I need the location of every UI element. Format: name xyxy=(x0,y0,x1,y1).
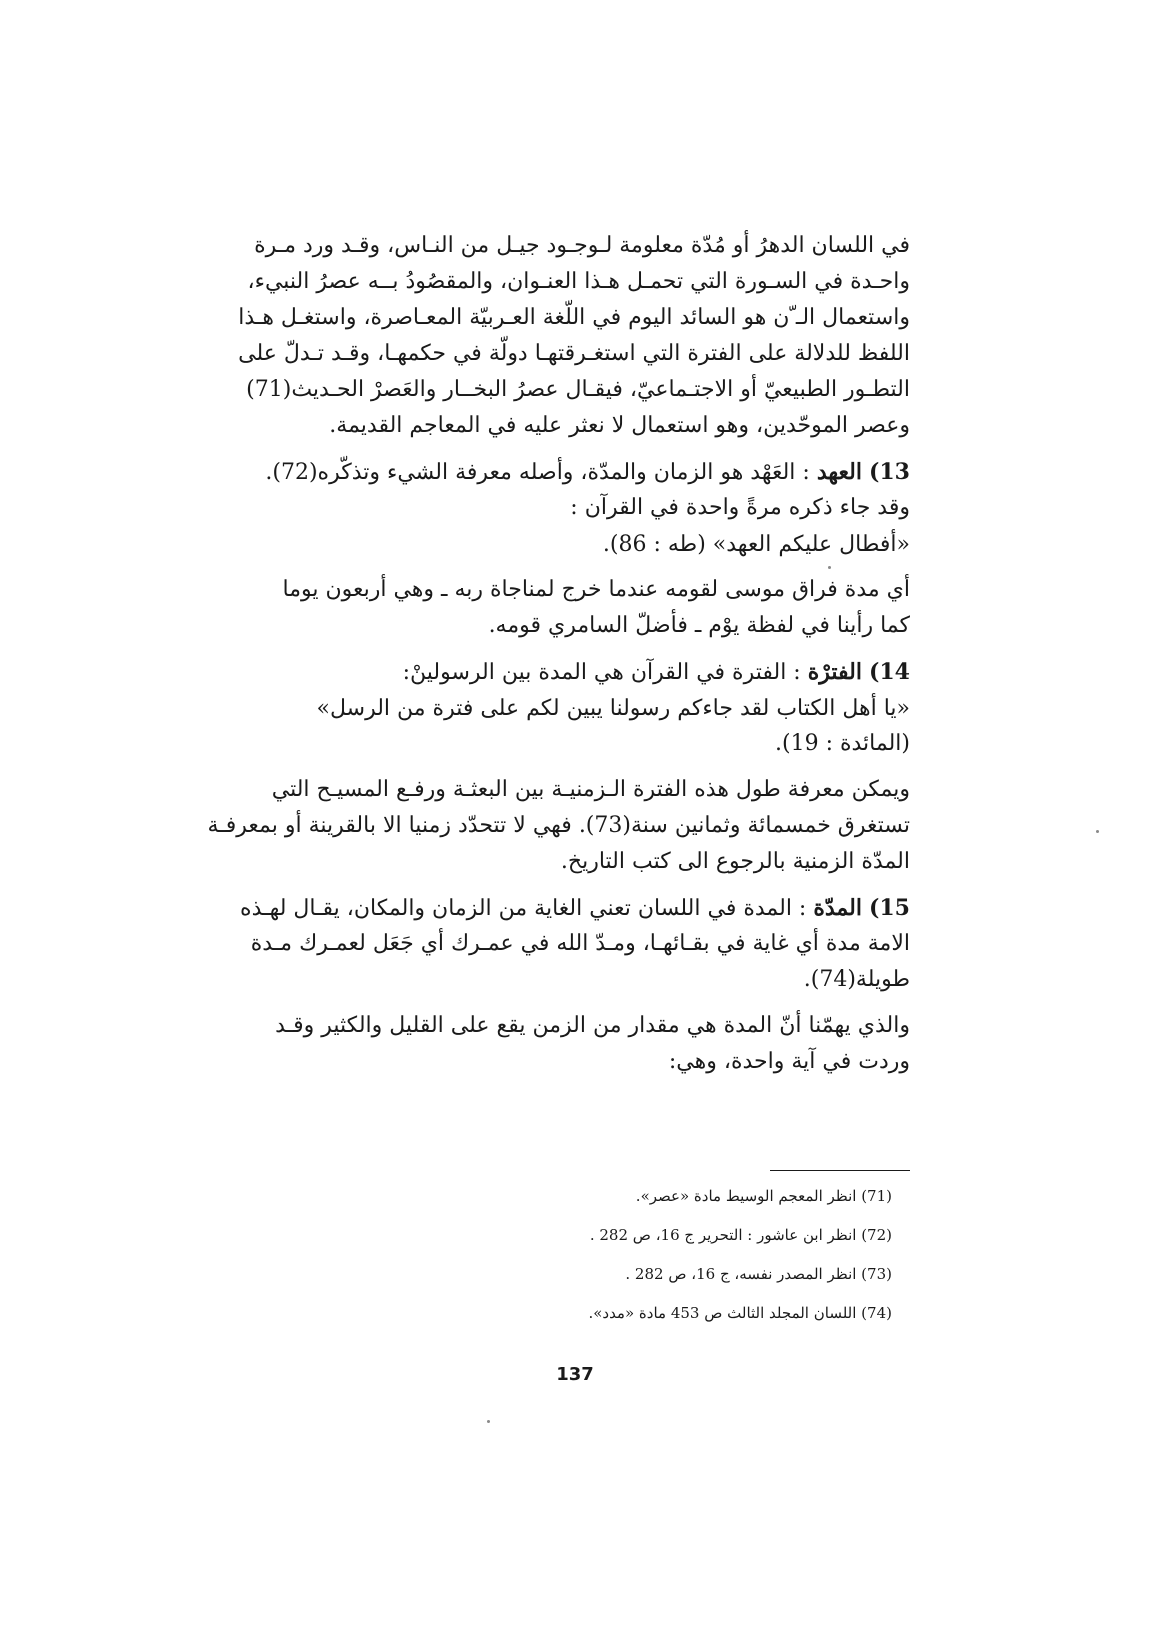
item-13-definition: : العَهْد هو الزمان والمدّة، وأصله معرفة الشيء وتذكّره(72). xyxy=(265,460,817,485)
footnote-74: (74) اللسان المجلد الثالث ص 453 مادة «مدد». xyxy=(588,1304,892,1322)
quran-verse: «أفطال عليكم العهد» (طه : 86). xyxy=(602,532,910,557)
item-13-explanation xyxy=(258,572,910,644)
verse-reference: (المائدة : 19). xyxy=(775,731,910,756)
item-14 xyxy=(258,654,910,762)
item-15 xyxy=(240,890,910,998)
scan-speck xyxy=(1096,830,1099,833)
text-line: أي مدة فراق موسى لقومه عندما خرج لمناجاة ربه ـ وهي أربعون يوما xyxy=(282,577,910,602)
text-line: اللفظ للدلالة على الفترة التي استغـرقتهـا دولّة في حكمهـا، وقـد تـدلّ على xyxy=(238,341,910,366)
text-line: في اللسان الدهرُ أو مُدّة معلومة لـوجـود جيـل من النـاس، وقـد ورد مـرة xyxy=(254,233,910,258)
scan-speck xyxy=(487,1420,490,1423)
text-line: ويمكن معرفة طول هذه الفترة الـزمنيـة بين البعثـة ورفـع المسيـح التي xyxy=(271,777,910,802)
item-13-term: العهد xyxy=(816,459,862,485)
item-14-term: الفترْة xyxy=(807,659,862,685)
quran-verse: «يا أهل الكتاب لقد جاءكم رسولنا يبين لكم على فترة من الرسل» xyxy=(316,696,910,721)
item-14-heading xyxy=(258,654,910,690)
page-body xyxy=(207,228,910,1090)
footnote-71: (71) انظر المعجم الوسيط مادة «عصر». xyxy=(635,1187,892,1205)
text-line: التطـور الطبيعيّ أو الاجتـماعيّ، فيقـال عصرُ البخــار والعَصرْ الحـديث(71) xyxy=(246,377,910,402)
text-line: تستغرق خمسمائة وثمانين سنة(73). فهي لا تتحدّد زمنيا الا بالقرينة أو بمعرفـة xyxy=(207,813,910,838)
item-15-heading xyxy=(240,890,910,926)
text-line: والذي يهمّنا أنّ المدة هي مقدار من الزمن يقع على القليل والكثير وقـد xyxy=(275,1013,910,1038)
text-line: وقد جاء ذكره مرةً واحدة في القرآن : xyxy=(570,495,910,520)
footnotes xyxy=(258,1170,910,1341)
footnote-72: (72) انظر ابن عاشور : التحرير ج 16، ص 282 . xyxy=(589,1226,892,1244)
text-line: واحـدة في السـورة التي تحمـل هـذا العنـوان، والمقصُودُ بــه عصرُ النبيء، xyxy=(247,269,910,294)
footnote-divider xyxy=(770,1170,910,1171)
item-15-definition: : المدة في اللسان تعني الغاية من الزمان والمكان، يقـال لهـذه xyxy=(240,896,814,921)
item-13-number: 13) xyxy=(868,459,910,485)
item-13-heading xyxy=(258,454,910,490)
text-line: واستعمال الـ ّن هو السائد اليوم في اللّغة العـربيّة المعـاصرة، واستغـل هـذا xyxy=(238,305,910,330)
text-line: المدّة الزمنية بالرجوع الى كتب التاريخ. xyxy=(560,849,910,874)
text-line: وعصر الموحّدين، وهو استعمال لا نعثر عليه في المعاجم القديمة. xyxy=(329,413,910,438)
item-13 xyxy=(258,454,910,562)
item-14-definition: : الفترة في القرآن هي المدة بين الرسولينْ: xyxy=(402,660,808,685)
text-line: الامة مدة أي غاية في بقـائهـا، ومـدّ الله في عمـرك أي جَعَل لعمـرك مـدة xyxy=(250,931,910,956)
scan-speck xyxy=(828,566,831,569)
item-15-number: 15) xyxy=(868,895,910,921)
text-line: طويلة(74). xyxy=(803,967,910,992)
page-number: 137 xyxy=(556,1364,594,1385)
text-line: وردت في آية واحدة، وهي: xyxy=(668,1049,910,1074)
footnote-73: (73) انظر المصدر نفسه، ج 16، ص 282 . xyxy=(625,1265,892,1283)
item-14-explanation xyxy=(207,772,910,880)
text-line: كما رأينا في لفظة يوْم ـ فأضلّ السامري قومه. xyxy=(488,613,910,638)
item-15-explanation xyxy=(258,1008,910,1080)
item-14-number: 14) xyxy=(868,659,910,685)
item-15-term: المدّة xyxy=(813,895,862,921)
intro-paragraph xyxy=(238,228,910,444)
